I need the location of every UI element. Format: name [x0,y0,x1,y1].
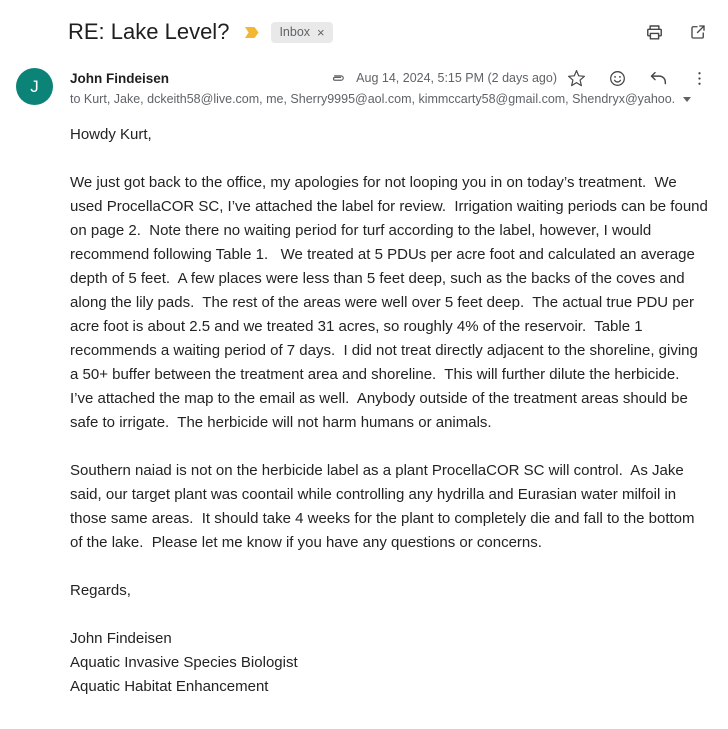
paragraph-1: We just got back to the office, my apologies for not looping you in on today’s treatment. We used ProcellaCOR SC, I’ve attached the label for review. Irrigation waiting periods can be found on page 2. Note there no waiting period for turf according to the label, however, I would recommend following Table 1. We treated at 5 PDUs per acre foot and calculated an average depth of 5 feet. A few places were less than 5 feet deep, such as the backs of the coves and along the lily pads. The rest of the areas were well over 5 feet deep. The actual true PDU per acre foot is about 2.5 and we treated 31 acres, so roughly 4% of the reservoir. Table 1 recommends a waiting period of 7 days. I did not treat directly adjacent to the shoreline, giving a 50+ buffer between the treatment area and shoreline. This will further dilute the herbicide. I’ve attached the map to the email as well. Anybody outside of the treatment areas should be safe to irrigate. The herbicide will not harm humans or animals. [70,174,713,431]
sender-name: John Findeisen [70,70,170,86]
closing: Regards, [70,582,131,599]
more-options-button[interactable] [688,67,710,89]
message-main [70,68,710,106]
star-icon [567,69,586,88]
message-header [0,46,728,106]
paragraph-2: Southern naiad is not on the herbicide label as a plant ProcellaCOR SC will control. As Jake said, our target plant was coontail while controlling any hydrilla and Eurasian water milfoil in those same areas. It should take 4 weeks for the plant to completely die and fall to the bottom of the lake. Please let me know if you have any questions or concerns. [70,462,699,551]
open-in-new-window-button[interactable] [686,20,710,44]
signature-department: Aquatic Habitat Enhancement [70,678,269,695]
open-in-new-icon [689,23,707,41]
signature-title: Aquatic Invasive Species Biologist [70,654,298,671]
smiley-icon [608,69,627,88]
inbox-label-text: Inbox [279,25,311,39]
star-button[interactable] [565,67,587,89]
paperclip-icon [329,69,347,87]
printer-icon [645,23,664,42]
reply-arrow-icon [649,69,668,88]
email-body [0,106,728,699]
remove-label-icon[interactable]: × [317,24,325,40]
vertical-dots-icon [690,69,709,88]
show-details-icon[interactable] [683,97,691,102]
print-button[interactable] [642,20,666,44]
email-subject: RE: Lake Level? [68,19,230,44]
message-date: Aug 14, 2024, 5:15 PM (2 days ago) [356,71,557,85]
subject-row [0,14,728,46]
greeting: Howdy Kurt, [70,126,152,143]
important-marker-icon[interactable] [242,23,261,42]
recipients-row [70,92,710,106]
meta-row [70,68,710,88]
emoji-reaction-button[interactable] [606,67,628,89]
reply-button[interactable] [647,67,669,89]
signature-name: John Findeisen [70,630,172,647]
meta-icons [565,67,710,89]
inbox-label-chip [271,22,332,43]
meta-right [329,67,710,89]
recipients-text: to Kurt, Jake, dckeith58@live.com, me, Sherry9995@aol.com, kimmccarty58@gmail.com, Shendryx@yahoo. [70,92,676,106]
avatar[interactable]: J [16,68,53,105]
